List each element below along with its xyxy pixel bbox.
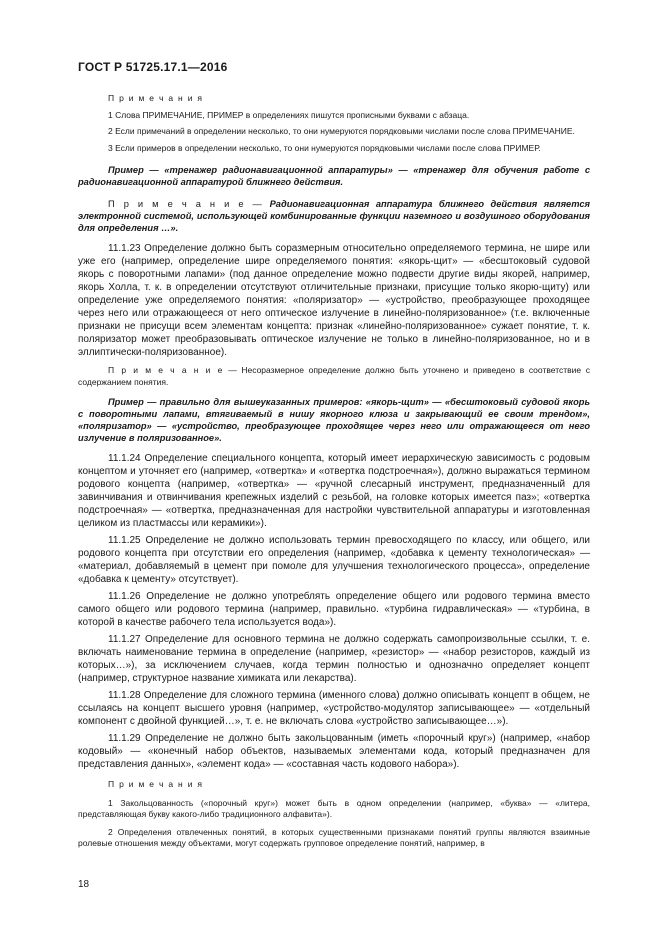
clause-paragraph: 11.1.27 Определение для основного термина не должно содержать самопроизвольные ссылки, т. е. включать наименование термина в определение (например, «резистор» — «набор резисторов, каждый из которых…»), за исключением случаев, когда термин полностью и однозначно определяет концепт (например, структурное название химиката или лекарства). xyxy=(78,634,590,684)
note-label: П р и м е ч а н и е xyxy=(108,365,224,375)
clause-paragraph: 11.1.25 Определение не должно использовать термин превосходящего по классу, или общего, или родового концепта при отсутствии его определения (например, «добавка к цементу технологическая» — «материал, добавляемый в цемент при помоле для улучшения технологического процесса», определение «добавка к цементу» отсутствует). xyxy=(78,535,590,585)
note-paragraph xyxy=(78,365,590,388)
document-header: ГОСТ Р 51725.17.1—2016 xyxy=(78,60,228,74)
note-text: — Несоразмерное определение должно быть уточнено и приведено в соответствие с содержанием понятия. xyxy=(78,365,590,387)
clause-paragraph: 11.1.29 Определение не должно быть закольцованным (иметь «порочный круг») (например, «набор кодовый» — «конечный набор объектов, называемых элементами кода, который предназначен для представления данных», «элемент кода» — «составная часть кодового набора»). xyxy=(78,733,590,770)
note-label: П р и м е ч а н и е — xyxy=(108,199,264,209)
clause-paragraph: 11.1.28 Определение для сложного термина (именного слова) должно описывать концепт в общем, не ссылаясь на концепт высшего уровня (например, «устройство-модулятор записывающее» — «отдельный компонент с двойной функцией…», т. е. не включать слова «устройство записывающее…»). xyxy=(78,690,590,727)
example-paragraph: Пример — правильно для вышеуказанных примеров: «якорь-щит» — «бесштоковый судовой якорь с поворотными лапами, втягиваемый в нишу якорного клюза и закрывающий ее своим трендом», «поляризатор» — «устройство, преобразующее проходящее через него или отражающееся от него излучение в поляризованное». xyxy=(78,397,590,443)
notes-heading: П р и м е ч а н и я xyxy=(108,779,204,789)
note-text: Радионавигационная аппаратура ближнего действия является электронной системой, использующей комбинированные функции наземного и воздушного оборудования для определения …». xyxy=(78,199,591,233)
note-item: 2 Определения отвлеченных понятий, в которых существенными признаками понятий группы являются взаимные ролевые отношения между объектами, могут содержать групповое определение понятий, например, в xyxy=(78,826,590,848)
note-item: 3 Если примеров в определении несколько, то они нумеруются порядковыми числами после слова ПРИМЕР. xyxy=(108,142,541,153)
clause-paragraph: 11.1.26 Определение не должно употреблять определение общего или родового термина вместо самого общего или родового термина (например, правильно. «турбина гидравлическая» — «турбина, в которой в качестве рабочего тела используется вода»). xyxy=(78,591,590,628)
page-content xyxy=(78,93,590,850)
note-item: 1 Слова ПРИМЕЧАНИЕ, ПРИМЕР в определениях пишутся прописными буквами с абзаца. xyxy=(108,109,470,120)
example-paragraph: Пример — «тренажер радионавигационной аппаратуры» — «тренажер для обучения работе с радионавигационной аппаратурой ближнего действия. xyxy=(78,165,590,187)
notes-heading: П р и м е ч а н и я xyxy=(108,93,204,103)
note-item: 1 Закольцованность («порочный круг») может быть в одном определении (например, «буква» — «литера, представляющая букву какого-либо традиционного алфавита»). xyxy=(78,797,590,819)
example-note-paragraph xyxy=(78,198,590,234)
note-item: 2 Если примечаний в определении несколько, то они нумеруются порядковыми числами после слова ПРИМЕЧАНИЕ. xyxy=(108,126,575,136)
clause-paragraph: 11.1.23 Определение должно быть соразмерным относительно определяемого термина, не шире или уже его (например, определение шире определяемого понятия: «якорь-щит» — «бесштоковый судовой якорь с поворотными лапами» (под данное определение можно подвести другие виды якорей, например, якорь Холла, т. к. в определении отсутствуют отличительные признаки, присущие только якорю-щиту) или определение уже определяемого понятия: «поляризатор» — «устройство, преобразующее проходящее через него или отражающееся от него оптическое излучение в линейно-поляризованное» (т.е. включенные признаки не присущи всем элементам концепта: признак «линейно-поляризованное» сужает понятие, т. к. поляризатор может преобразовывать оптическое излучение не только в линейно-поляризованное, но и в эллиптически-поляризованное). xyxy=(78,243,590,358)
clause-paragraph: 11.1.24 Определение специального концепта, который имеет иерархическую зависимость с родовым концептом и уточняет его (например, «отвертка» и «отвертка подстроечная»), должно выражаться термином родового концепта (например, «отвертка» — «ручной слесарный инструмент, предназначенный для завинчивания и отвинчивания крепежных изделий с резьбой, на головке которых имеется паз»; «отвертка подстроечная» — «отвертка, предназначенная для настройки чувствительной аппаратуры и изготовленная целиком из пластмассы или керамики»). xyxy=(78,453,590,529)
page-number: 18 xyxy=(78,879,90,890)
